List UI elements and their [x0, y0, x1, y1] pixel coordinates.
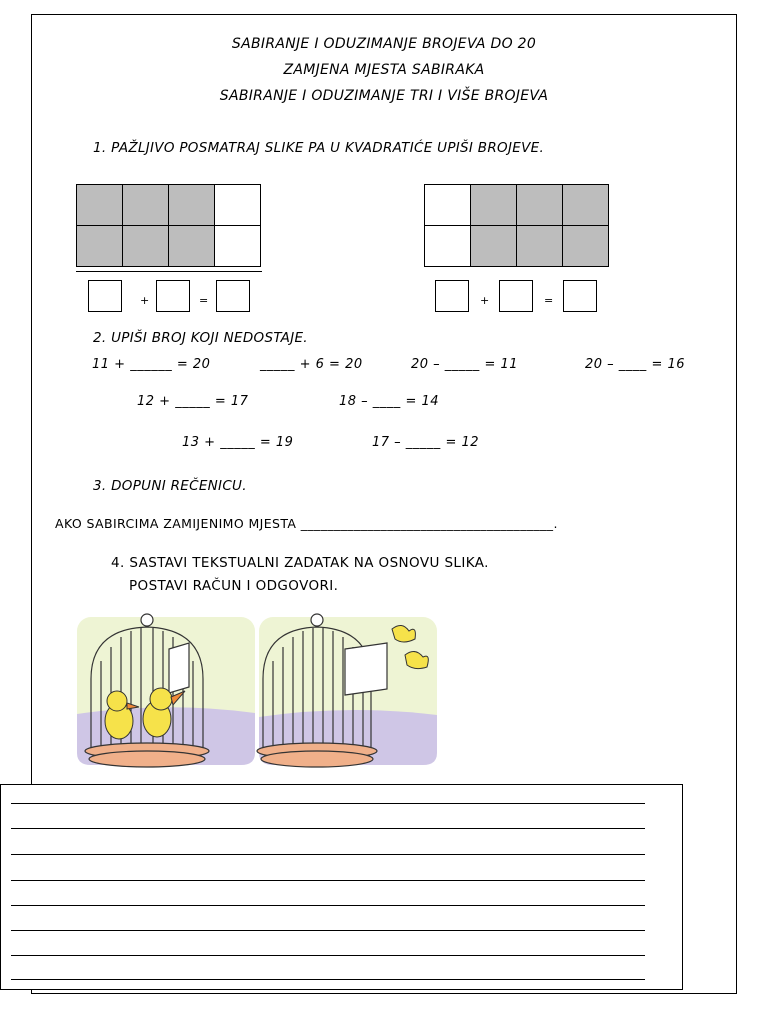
ten-frame-right	[424, 184, 609, 267]
writing-line[interactable]	[11, 854, 645, 855]
writing-line[interactable]	[11, 803, 645, 804]
equation[interactable]: 11 + ______ = 20	[92, 357, 211, 372]
equation[interactable]: 12 + _____ = 17	[137, 394, 249, 409]
worksheet-subtitle-2: SABIRANJE I ODUZIMANJE TRI I VIŠE BROJEVA	[219, 88, 549, 104]
equation[interactable]: 18 – ____ = 14	[339, 394, 440, 409]
bird-cages-illustration	[77, 609, 437, 774]
answer-square[interactable]	[499, 280, 533, 312]
answer-writing-area[interactable]	[0, 784, 683, 990]
sentence-prompt[interactable]: AKO SABIRCIMA ZAMIJENIMO MJESTA ______________________________________.	[55, 516, 558, 531]
worksheet-title: SABIRANJE I ODUZIMANJE BROJEVA DO 20	[231, 36, 537, 52]
underline	[76, 271, 262, 272]
equals-sign: =	[199, 294, 209, 307]
writing-line[interactable]	[11, 880, 645, 881]
equation[interactable]: 17 – _____ = 12	[372, 435, 480, 450]
writing-line[interactable]	[11, 930, 645, 931]
task2-title: 2. UPIŠI BROJ KOJI NEDOSTAJE.	[93, 330, 308, 346]
equation[interactable]: _____ + 6 = 20	[260, 357, 363, 372]
answer-square[interactable]	[156, 280, 190, 312]
equals-sign: =	[544, 294, 554, 307]
answer-square[interactable]	[435, 280, 469, 312]
answer-square[interactable]	[216, 280, 250, 312]
plus-sign: +	[480, 294, 490, 307]
equation[interactable]: 20 – _____ = 11	[411, 357, 519, 372]
task1-title: 1. PAŽLJIVO POSMATRAJ SLIKE PA U KVADRATIĆE UPIŠI BROJEVE.	[93, 140, 545, 156]
task3-title: 3. DOPUNI REČENICU.	[93, 478, 247, 494]
writing-line[interactable]	[11, 828, 645, 829]
equation[interactable]: 13 + _____ = 19	[182, 435, 294, 450]
task4-title: 4. SASTAVI TEKSTUALNI ZADATAK NA OSNOVU SLIKA.	[111, 555, 489, 571]
answer-square[interactable]	[88, 280, 122, 312]
equation[interactable]: 20 – ____ = 16	[585, 357, 686, 372]
writing-line[interactable]	[11, 979, 645, 980]
writing-line[interactable]	[11, 955, 645, 956]
ten-frame-left	[76, 184, 261, 267]
task4-subtitle: POSTAVI RAČUN I ODGOVORI.	[129, 578, 339, 594]
writing-line[interactable]	[11, 905, 645, 906]
worksheet-subtitle: ZAMJENA MJESTA SABIRAKA	[283, 62, 485, 78]
answer-square[interactable]	[563, 280, 597, 312]
plus-sign: +	[140, 294, 150, 307]
